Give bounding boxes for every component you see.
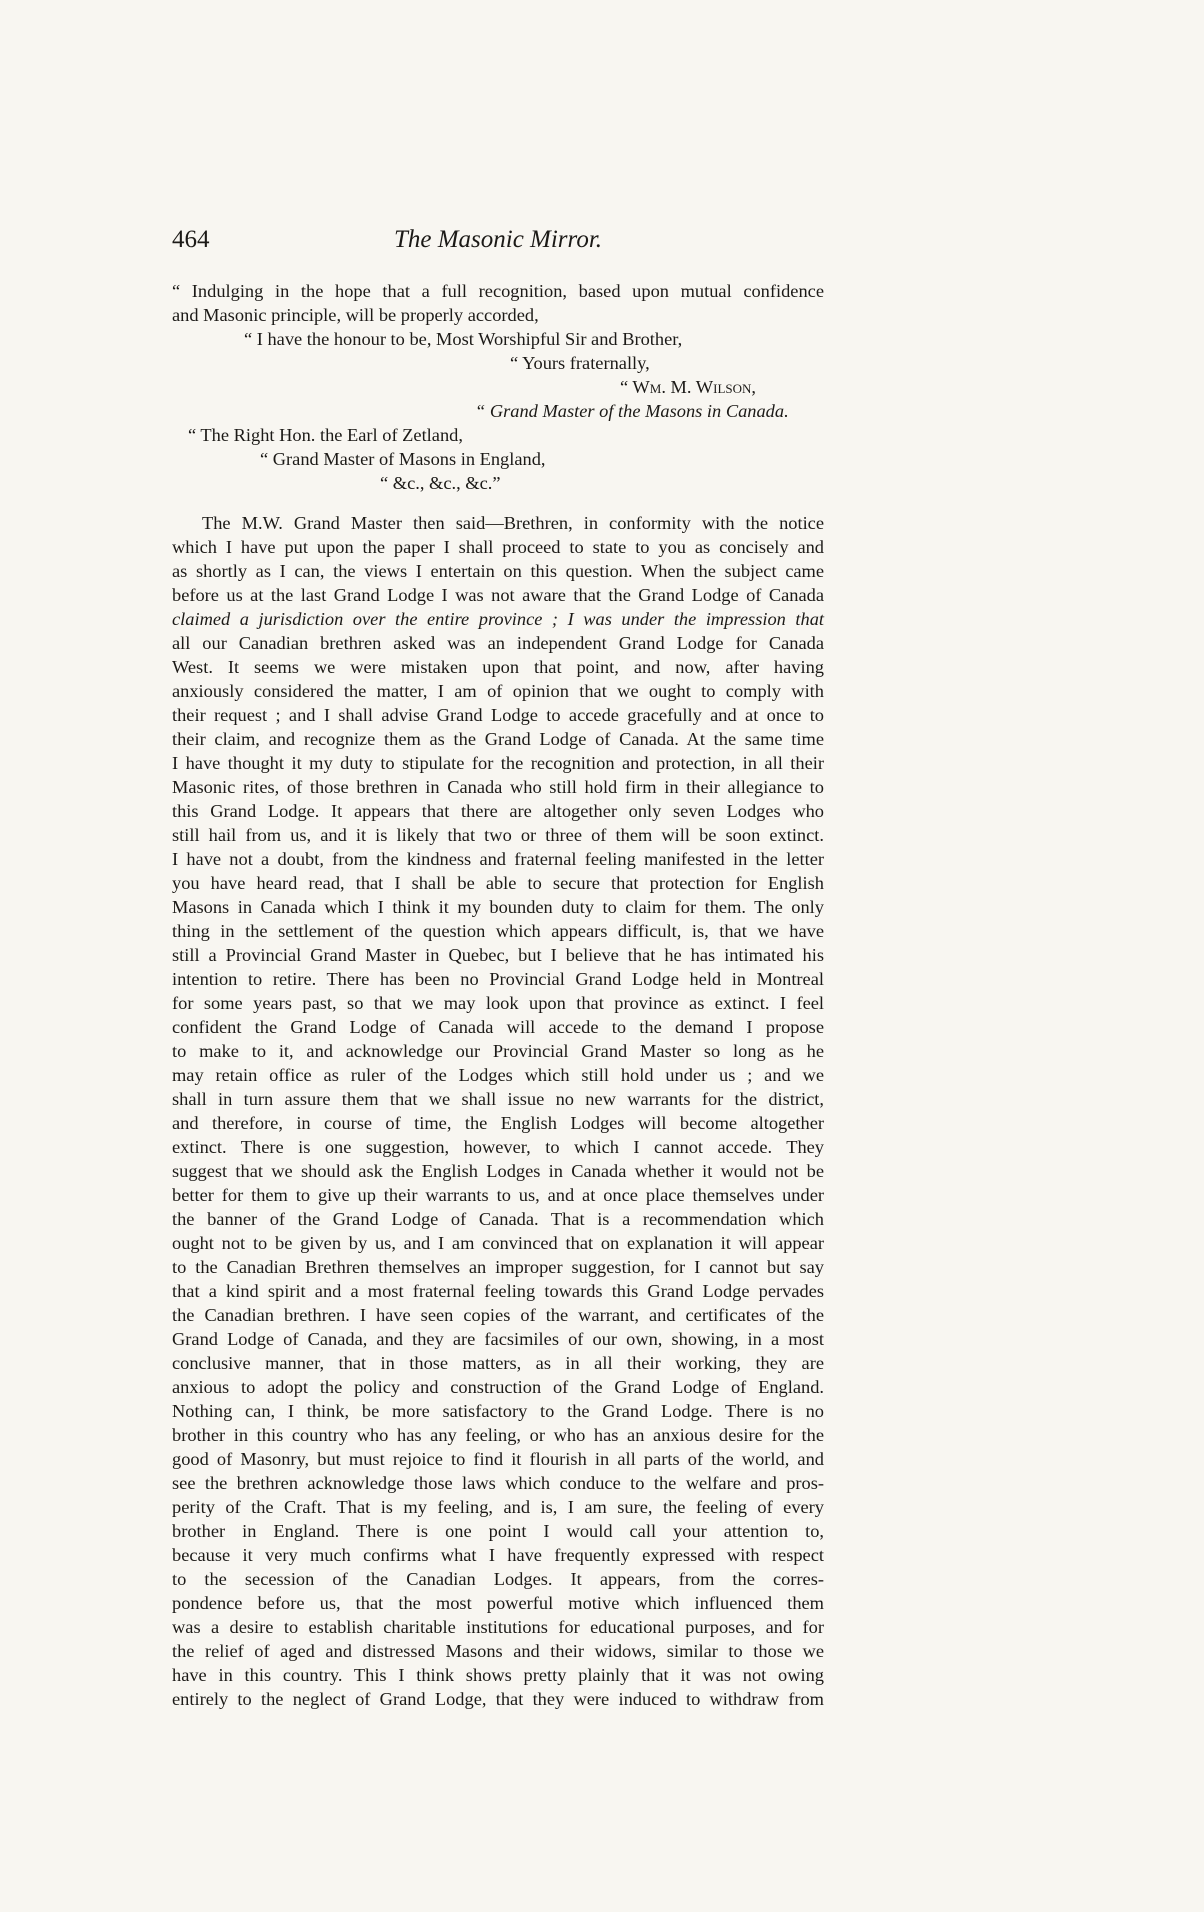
- body-line: Masonic rites, of those brethren in Canada who still hold firm in their allegiance to: [172, 777, 824, 797]
- body-line: because it very much confirms what I have frequently expressed with respect: [172, 1545, 824, 1565]
- body-line: conclusive manner, that in those matters, as in all their working, they are: [172, 1353, 824, 1373]
- body-line: which I have put upon the paper I shall proceed to state to you as concisely and: [172, 537, 824, 557]
- body-line: claimed a jurisdiction over the entire province ; I was under the impression that: [172, 609, 824, 629]
- body-line: that a kind spirit and a most fraternal feeling towards this Grand Lodge pervades: [172, 1281, 824, 1301]
- body-line: anxiously considered the matter, I am of opinion that we ought to comply with: [172, 681, 824, 701]
- page-number: 464: [172, 226, 210, 253]
- body-line: and therefore, in course of time, the English Lodges will become altogether: [172, 1113, 824, 1133]
- body-line: thing in the settlement of the question which appears difficult, is, that we have: [172, 921, 824, 941]
- letter-addressee-line-2: “ Grand Master of Masons in England,: [260, 449, 546, 469]
- page-header: [172, 226, 824, 262]
- body-line: was a desire to establish charitable institutions for educational purposes, and for: [172, 1617, 824, 1637]
- body-line: this Grand Lodge. It appears that there are altogether only seven Lodges who: [172, 801, 824, 821]
- body-line: anxious to adopt the policy and construction of the Grand Lodge of England.: [172, 1377, 824, 1397]
- body-line: to make to it, and acknowledge our Provincial Grand Master so long as he: [172, 1041, 824, 1061]
- letter-signature: “ Wm. M. Wilson,: [620, 377, 756, 397]
- body-line: for some years past, so that we may look upon that province as extinct. I feel: [172, 993, 824, 1013]
- body-line: to the Canadian Brethren themselves an improper suggestion, for I cannot but say: [172, 1257, 824, 1277]
- body-line: the Canadian brethren. I have seen copies of the warrant, and certificates of the: [172, 1305, 824, 1325]
- body-line: still a Provincial Grand Master in Quebec, but I believe that he has intimated his: [172, 945, 824, 965]
- body-line: I have not a doubt, from the kindness and fraternal feeling manifested in the letter: [172, 849, 824, 869]
- body-line: confident the Grand Lodge of Canada will accede to the demand I propose: [172, 1017, 824, 1037]
- running-title: The Masonic Mirror.: [393, 226, 603, 253]
- body-line: perity of the Craft. That is my feeling, and is, I am sure, the feeling of every: [172, 1497, 824, 1517]
- body-line: as shortly as I can, the views I entertain on this question. When the subject came: [172, 561, 824, 581]
- letter-addressee-line-3: “ &c., &c., &c.”: [380, 473, 501, 493]
- body-line: still hail from us, and it is likely that two or three of them will be soon extinct.: [172, 825, 824, 845]
- letter-closing-line-4: “ Yours fraternally,: [510, 353, 650, 373]
- body-line: Grand Lodge of Canada, and they are facsimiles of our own, showing, in a most: [172, 1329, 824, 1349]
- body-line: all our Canadian brethren asked was an independent Grand Lodge for Canada: [172, 633, 824, 653]
- body-line: you have heard read, that I shall be able to secure that protection for English: [172, 873, 824, 893]
- body-line: the banner of the Grand Lodge of Canada. That is a recommendation which: [172, 1209, 824, 1229]
- body-line: see the brethren acknowledge those laws which conduce to the welfare and pros-: [172, 1473, 824, 1493]
- letter-closing-line-2: and Masonic principle, will be properly accorded,: [172, 305, 539, 325]
- body-line: good of Masonry, but must rejoice to find it flourish in all parts of the world, and: [172, 1449, 824, 1469]
- body-line: ought not to be given by us, and I am convinced that on explanation it will appear: [172, 1233, 824, 1253]
- body-line: intention to retire. There has been no Provincial Grand Lodge held in Montreal: [172, 969, 824, 989]
- body-line: brother in England. There is one point I would call your attention to,: [172, 1521, 824, 1541]
- body-line: may retain office as ruler of the Lodges which still hold under us ; and we: [172, 1065, 824, 1085]
- body-line: better for them to give up their warrants to us, and at once place themselves under: [172, 1185, 824, 1205]
- body-line: Masons in Canada which I think it my bounden duty to claim for them. The only: [172, 897, 824, 917]
- body-line: their claim, and recognize them as the Grand Lodge of Canada. At the same time: [172, 729, 824, 749]
- body-line: pondence before us, that the most powerful motive which influenced them: [172, 1593, 824, 1613]
- body-line: West. It seems we were mistaken upon that point, and now, after having: [172, 657, 824, 677]
- body-line: suggest that we should ask the English Lodges in Canada whether it would not be: [172, 1161, 824, 1181]
- body-line: I have thought it my duty to stipulate for the recognition and protection, in all their: [172, 753, 824, 773]
- body-line: their request ; and I shall advise Grand Lodge to accede gracefully and at once to: [172, 705, 824, 725]
- body-line: to the secession of the Canadian Lodges. It appears, from the corres-: [172, 1569, 824, 1589]
- body-line: extinct. There is one suggestion, however, to which I cannot accede. They: [172, 1137, 824, 1157]
- letter-signature-title: “ Grand Master of the Masons in Canada.: [475, 401, 789, 421]
- body-line: The M.W. Grand Master then said—Brethren, in conformity with the notice: [202, 513, 824, 533]
- body-line: before us at the last Grand Lodge I was not aware that the Grand Lodge of Canada: [172, 585, 824, 605]
- body-line: brother in this country who has any feeling, or who has an anxious desire for the: [172, 1425, 824, 1445]
- body-line: the relief of aged and distressed Masons and their widows, similar to those we: [172, 1641, 824, 1661]
- letter-closing-line-3: “ I have the honour to be, Most Worshipful Sir and Brother,: [244, 329, 683, 349]
- body-line: have in this country. This I think shows pretty plainly that it was not owing: [172, 1665, 824, 1685]
- body-line: entirely to the neglect of Grand Lodge, that they were induced to withdraw from: [172, 1689, 824, 1709]
- body-line: shall in turn assure them that we shall issue no new warrants for the district,: [172, 1089, 824, 1109]
- letter-addressee-line-1: “ The Right Hon. the Earl of Zetland,: [188, 425, 463, 445]
- body-line: Nothing can, I think, be more satisfactory to the Grand Lodge. There is no: [172, 1401, 824, 1421]
- letter-closing-line-1: “ Indulging in the hope that a full recognition, based upon mutual confidence: [172, 281, 824, 301]
